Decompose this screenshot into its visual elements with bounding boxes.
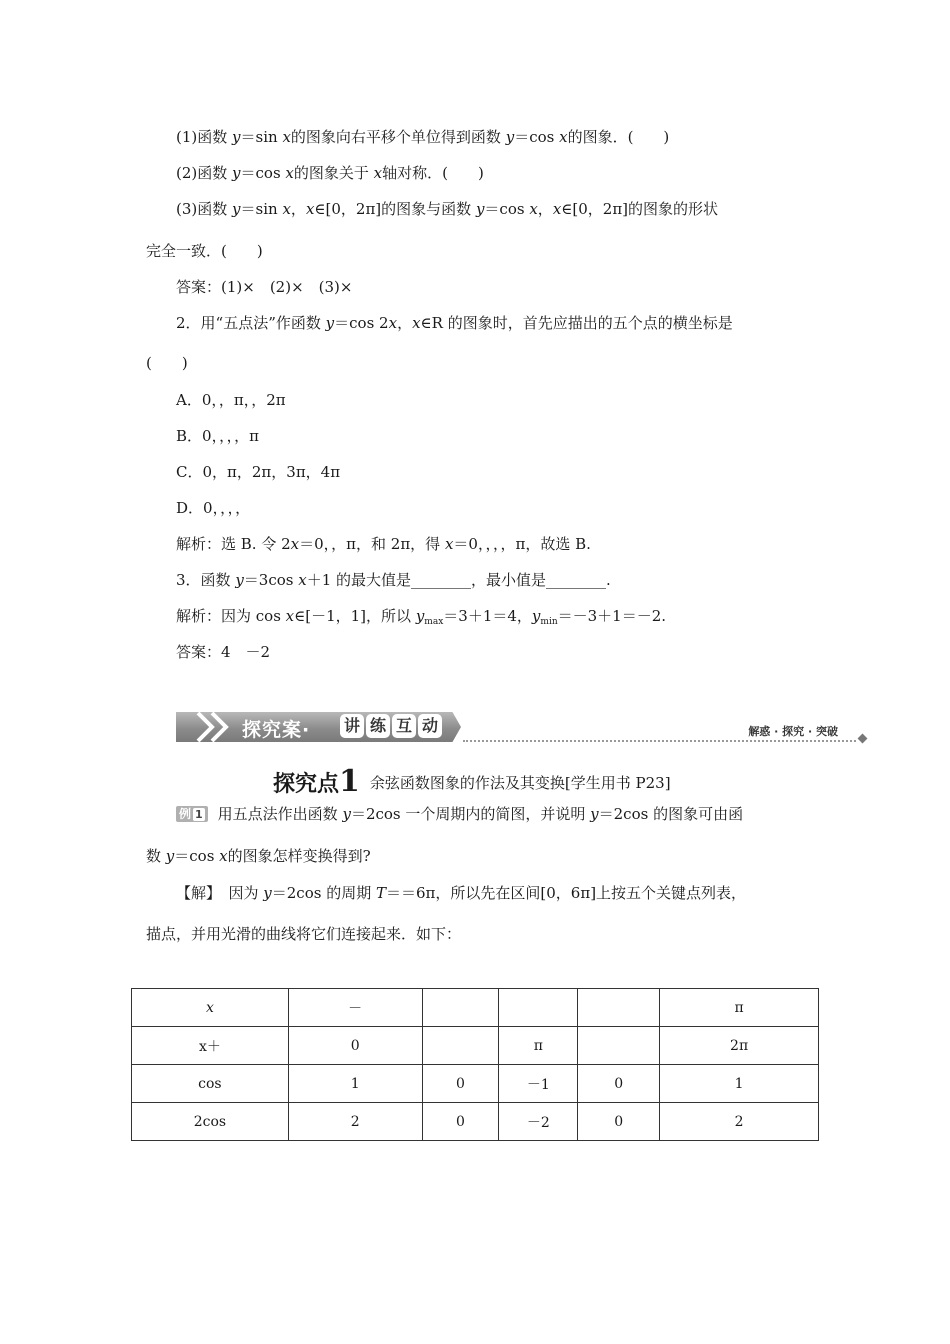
banner-title: 探究案· — [242, 719, 311, 741]
q3-stem: 3．函数 y＝3cos x＋1 的最大值是________，最小值是________. — [176, 571, 611, 589]
table-cell — [578, 1027, 660, 1065]
table-cell: －1 — [499, 1065, 578, 1103]
table-cell — [422, 1027, 499, 1065]
table-cell: 0 — [422, 1103, 499, 1141]
section-banner — [176, 709, 868, 745]
table-row-label: x＋ — [132, 1027, 289, 1065]
example-line-2: 数 y＝cos x的图象怎样变换得到? — [146, 847, 371, 865]
judge-item-3-continued: 完全一致．( ) — [146, 242, 263, 260]
table-cell: 2π — [660, 1027, 819, 1065]
solution-line-1: 【解】 因为 y＝2cos 的周期 T＝＝6π，所以先在区间[0，6π]上按五个关键点列表， — [176, 884, 747, 902]
section-heading: 探究点1 余弦函数图象的作法及其变换[学生用书 P23] — [273, 764, 671, 799]
example-line-1: 例 1 用五点法作出函数 y＝2cos 一个周期内的简图，并说明 y＝2cos 的图象可由函 — [176, 804, 743, 824]
q3-answer: 答案：4 －2 — [176, 643, 271, 661]
table-row — [132, 1027, 819, 1065]
table-cell: 1 — [660, 1065, 819, 1103]
double-chevron-icon — [194, 709, 238, 745]
table-row-label: cos — [132, 1065, 289, 1103]
banner-tagline: 解惑 · 探究 · 突破 — [748, 725, 838, 738]
table-cell: 0 — [578, 1103, 660, 1141]
table-cell: 0 — [578, 1065, 660, 1103]
example-badge: 例 1 — [176, 806, 208, 822]
table-row-label: x — [132, 989, 289, 1027]
table-cell: 2 — [288, 1103, 422, 1141]
table-cell — [499, 989, 578, 1027]
q2-option-a: A．0，，π，，2π — [176, 391, 286, 409]
q2-option-d: D．0，，，， — [176, 499, 251, 517]
judge-item-1: (1)函数 y＝sin x的图象向右平移个单位得到函数 y＝cos x的图象．( ) — [176, 128, 670, 146]
solution-line-2: 描点，并用光滑的曲线将它们连接起来．如下： — [146, 925, 462, 943]
judge-item-2: (2)函数 y＝cos x的图象关于 x轴对称．( ) — [176, 164, 484, 182]
table-row-label: 2cos — [132, 1103, 289, 1141]
table-cell: 2 — [660, 1103, 819, 1141]
table-row — [132, 1103, 819, 1141]
q2-option-c: C．0，π，2π，3π，4π — [176, 463, 341, 481]
banner-subtitle: 讲 练 互 动 — [340, 714, 442, 738]
q2-stem: 2．用“五点法”作函数 y＝cos 2x，x∈R 的图象时，首先应描出的五个点的横坐标是 — [176, 314, 733, 332]
judge-item-3: (3)函数 y＝sin x，x∈[0，2π]的图象与函数 y＝cos x，x∈[0，2π]的图象的形状 — [176, 200, 719, 218]
table-cell: π — [660, 989, 819, 1027]
table-row — [132, 1065, 819, 1103]
value-table — [131, 988, 819, 1141]
q2-option-b: B．0，，，，π — [176, 427, 259, 445]
table-cell: －2 — [499, 1103, 578, 1141]
banner-dotted-rule — [463, 740, 856, 742]
table-cell — [578, 989, 660, 1027]
table-cell: 1 — [288, 1065, 422, 1103]
table-cell: 0 — [422, 1065, 499, 1103]
table-row — [132, 989, 819, 1027]
q3-analysis: 解析：因为 cos x∈[－1，1]，所以 $y_{max}=3+1=4$，$y_{min}=-3+1=-2$. — [176, 607, 667, 627]
q2-answer-paren: ( ) — [146, 354, 188, 372]
table-cell: － — [288, 989, 422, 1027]
judge-answer: 答案：(1)× (2)× (3)× — [176, 278, 353, 296]
q2-analysis: 解析：选 B. 令 2x＝0，，π，和 2π，得 x＝0，，，，π，故选 B. — [176, 535, 591, 553]
table-cell — [422, 989, 499, 1027]
diamond-icon — [858, 734, 868, 744]
table-cell: 0 — [288, 1027, 422, 1065]
table-cell: π — [499, 1027, 578, 1065]
